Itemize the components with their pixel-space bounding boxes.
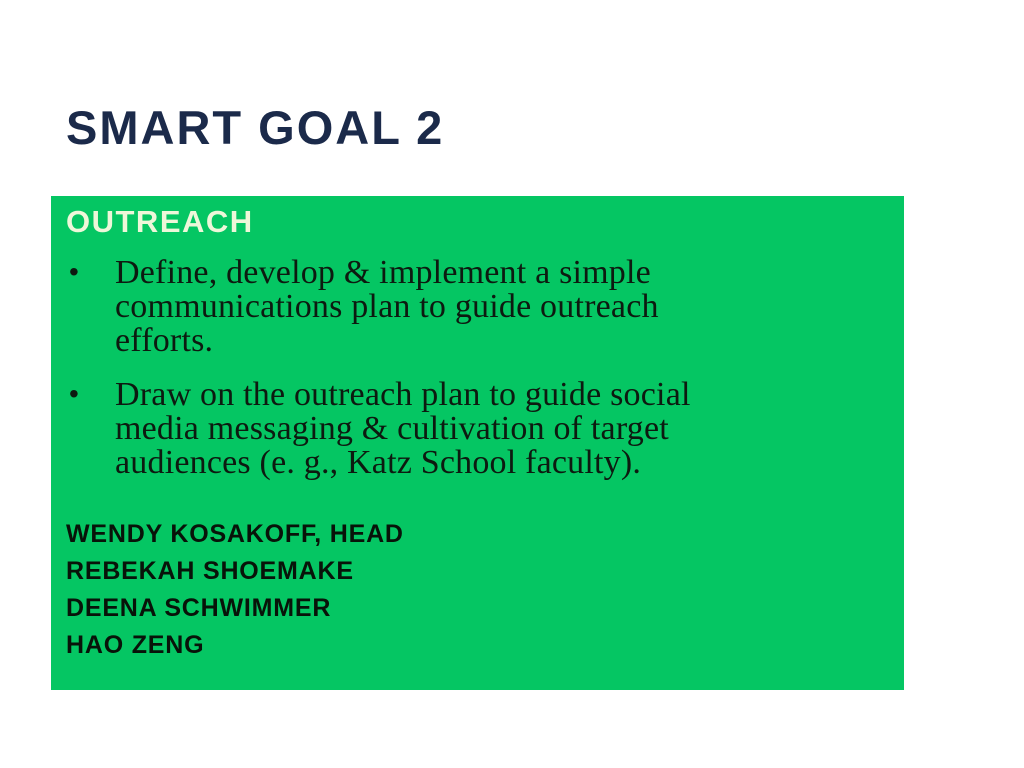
bullet-line: Define, develop & implement a simple <box>115 254 651 291</box>
page-title: SMART GOAL 2 <box>66 101 445 154</box>
bullet-item <box>66 378 884 480</box>
bullet-line: communications plan to guide outreach <box>115 288 659 325</box>
bullet-item <box>66 256 884 358</box>
name-item: REBEKAH SHOEMAKE <box>66 557 354 585</box>
bullet-line: media messaging & cultivation of target <box>115 410 669 447</box>
outreach-content-box <box>51 196 904 690</box>
bullet-line: efforts. <box>115 322 214 359</box>
name-item: WENDY KOSAKOFF, HEAD <box>66 520 404 548</box>
bullet-list <box>66 256 884 480</box>
bullet-marker-icon: • <box>69 256 80 287</box>
name-item: DEENA SCHWIMMER <box>66 594 332 622</box>
bullet-line: audiences (e. g., Katz School faculty). <box>115 444 642 481</box>
names-list <box>66 516 884 664</box>
name-item: HAO ZENG <box>66 631 205 659</box>
bullet-marker-icon: • <box>69 378 80 409</box>
box-heading: OUTREACH <box>66 204 254 239</box>
bullet-line: Draw on the outreach plan to guide social <box>115 376 691 413</box>
